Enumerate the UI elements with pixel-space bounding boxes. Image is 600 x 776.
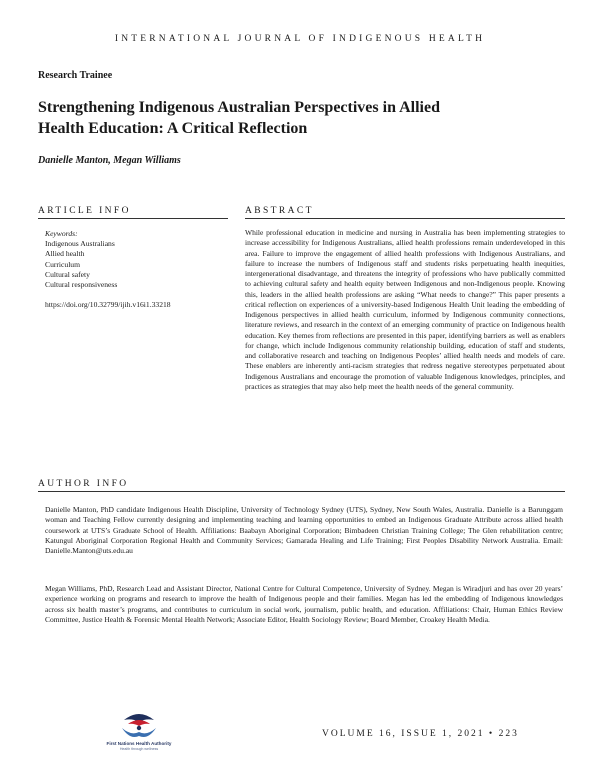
fnha-emblem-icon — [122, 714, 156, 737]
keyword-item: Cultural responsiveness — [45, 280, 118, 290]
author-bio-manton: Danielle Manton, PhD candidate Indigenous Health Discipline, University of Technology Sydney (UTS), Sydney, New South Wales, Australia. Danielle is a Barunggam woman and Teaching Fellow currently designing and implementing teaching and learning opportunities to embed an Indigenous Graduate Attribute across allied health coursework at UTS’s Graduate School of Health. Affiliations: Baabayn Aboriginal Corporation; Bimbadeen Christian Training College; The Glen rehabilitation centre; Katungul Aboriginal Corporation Regional Health and Community Services; Gamarada Healing and Life Training; First Peoples Disability Network Australia. Email: Danielle.Manton@uts.edu.au — [45, 505, 563, 555]
author-info-heading: AUTHOR INFO — [38, 479, 565, 492]
journal-title: INTERNATIONAL JOURNAL OF INDIGENOUS HEALTH — [114, 34, 486, 44]
fnha-tagline: Health through wellness — [119, 747, 159, 751]
abstract-heading: ABSTRACT — [245, 206, 565, 219]
volume-issue-page: VOLUME 16, ISSUE 1, 2021 • 223 — [322, 729, 519, 739]
article-title: Strengthening Indigenous Australian Perspectives in Allied Health Education: A Critical Reflection — [38, 99, 440, 137]
keyword-item: Allied health — [45, 249, 85, 259]
article-authors: Danielle Manton, Megan Williams — [38, 155, 181, 166]
fnha-logo — [84, 710, 194, 760]
keywords-label: Keywords: — [45, 229, 78, 238]
section-label: Research Trainee — [38, 70, 113, 81]
keywords-block — [45, 229, 235, 310]
author-bio-williams: Megan Williams, PhD, Research Lead and Assistant Director, National Centre for Cultural Competence, University of Sydney. Megan is Wiradjuri and has over 20 years’ experience working on programs and research to improve the health of Indigenous people and their families. Megan has led the embedding of Indigenous knowledges across six health master’s programs, and contributes to curriculum in social work, journalism, public health, and education. Affiliations: Chair, Human Ethics Review Committee, Justice Health & Forensic Mental Health Network; Associate Editor, Health Sociology Review; Board Member, Croakey Health Media. — [45, 584, 563, 624]
doi-link[interactable]: https://doi.org/10.32799/ijih.v16i1.33218 — [45, 300, 171, 310]
article-info-heading: ARTICLE INFO — [38, 206, 228, 219]
abstract-text: While professional education in medicine and nursing in Australia has been implementing strategies to increase accessibility for Indigenous Australians, allied health professions remain underdeveloped in this area. Failure to improve the engagement of allied health professions with Indigenous Australians, and failure to increase the numbers of Indigenous staff and students risks perpetuating health inequities, intergenerational disadvantage, and threatens the integrity of professions who have publically committed to achieving cultural safety and health equity between Indigenous and non-Indigenous people. Knowing this, leaders in the allied health professions are asking “What needs to change?” This paper presents a critical reflection on experiences of a university-based Indigenous Health Unit leading the embedding of Indigenous perspectives in allied health curriculum, informed by Indigenous community connections, literature reviews, and research in the context of an emerging community of practice on Indigenous health education. Key themes from reflections are presented in this paper, identifying barriers as well as enablers for change, which include Indigenous community relationship building, education of staff and students, and collaborative research and teaching on Indigenous Peoples’ allied health needs and models of care. These enablers are inherently anti-racism strategies that redress negative stereotypes perpetuated about Indigenous Australians and encourage the promotion of valuable Indigenous knowledges, principles, and practices as strategies that may also help meet the health needs of the general community. — [245, 228, 565, 391]
fnha-name: First Nations Health Authority — [106, 741, 172, 746]
keyword-item: Curriculum — [45, 259, 81, 269]
keyword-item: Cultural safety — [45, 269, 90, 279]
keyword-item: Indigenous Australians — [45, 239, 115, 249]
